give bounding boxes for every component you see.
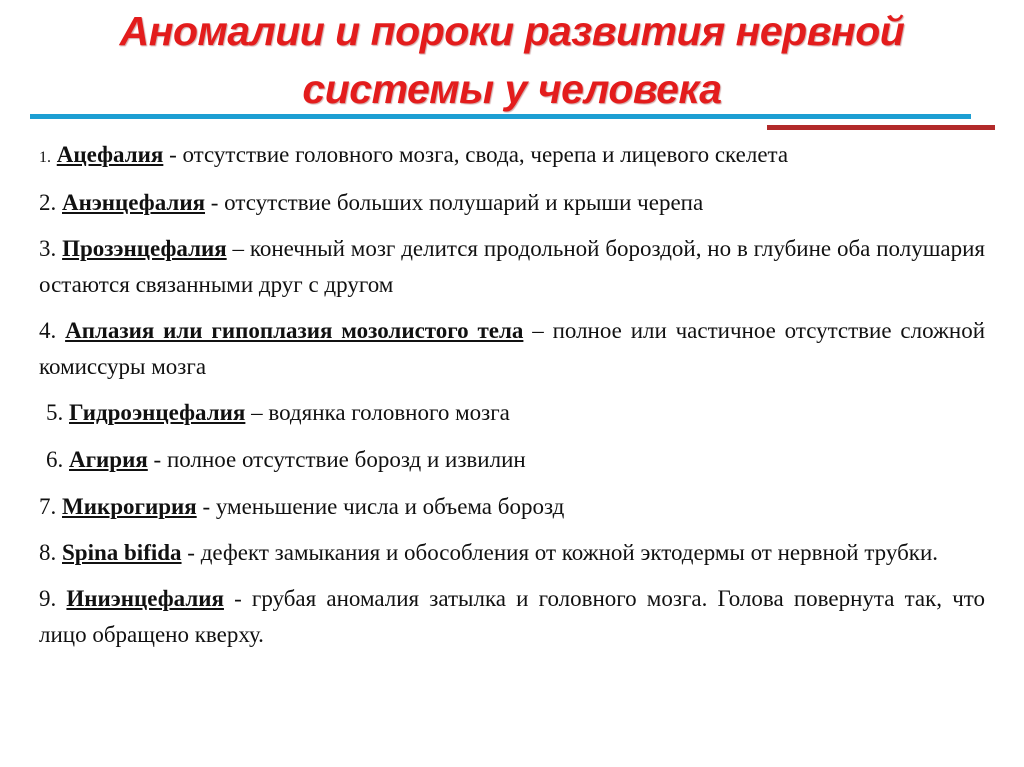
item-number: 7. <box>39 494 57 519</box>
list-item <box>39 185 985 221</box>
item-definition: - отсутствие больших полушарий и крыши черепа <box>205 190 704 215</box>
item-number: 4. <box>39 318 57 343</box>
item-number: 2. <box>39 190 57 215</box>
item-term: Spina bifida <box>62 540 182 565</box>
item-definition: - полное отсутствие борозд и извилин <box>147 447 526 472</box>
list-item <box>39 535 985 571</box>
blue-divider <box>30 114 971 119</box>
item-term: Гидроэнцефалия <box>69 400 246 425</box>
title-line-2: системы у человека <box>302 66 722 112</box>
item-term: Ацефалия <box>56 142 164 167</box>
item-term: Микрогирия <box>62 494 197 519</box>
item-number: 5. <box>46 400 64 425</box>
item-number: 8. <box>39 540 57 565</box>
item-term: Прозэнцефалия <box>62 236 227 261</box>
item-term: Агирия <box>69 447 148 472</box>
list-item <box>39 313 985 385</box>
list-item <box>39 489 985 525</box>
item-definition: – полное или частичное отсутствие сложной комиссуры мозга <box>39 318 986 379</box>
list-item <box>39 395 985 431</box>
item-definition: - грубая аномалия затылка и головного мозга. Голова повернута так, что лицо обращено кверху. <box>39 586 986 647</box>
item-term: Анэнцефалия <box>62 190 206 215</box>
list-item <box>39 231 985 303</box>
item-definition: – конечный мозг делится продольной бороздой, но в глубине оба полушария остаются связанными друг с другом <box>39 236 986 297</box>
item-definition: – водянка головного мозга <box>245 400 510 425</box>
anomaly-list <box>39 137 985 653</box>
title-line-1: Аномалии и пороки развития нервной <box>119 8 905 54</box>
item-term: Аплазия или гипоплазия мозолистого тела <box>65 318 524 343</box>
list-item <box>39 137 985 176</box>
item-definition: - отсутствие головного мозга, свода, черепа и лицевого скелета <box>163 142 789 167</box>
slide-title <box>40 2 984 118</box>
item-definition: - дефект замыкания и обособления от кожной эктодермы от нервной трубки. <box>181 540 939 565</box>
red-divider <box>767 125 995 130</box>
list-item <box>39 581 985 653</box>
item-number: 6. <box>46 447 64 472</box>
list-item <box>39 442 985 478</box>
item-term: Иниэнцефалия <box>66 586 224 611</box>
item-definition: - уменьшение числа и объема борозд <box>196 494 565 519</box>
item-number: 3. <box>39 236 57 261</box>
item-number: 1. <box>39 149 51 166</box>
item-number: 9. <box>39 586 57 611</box>
